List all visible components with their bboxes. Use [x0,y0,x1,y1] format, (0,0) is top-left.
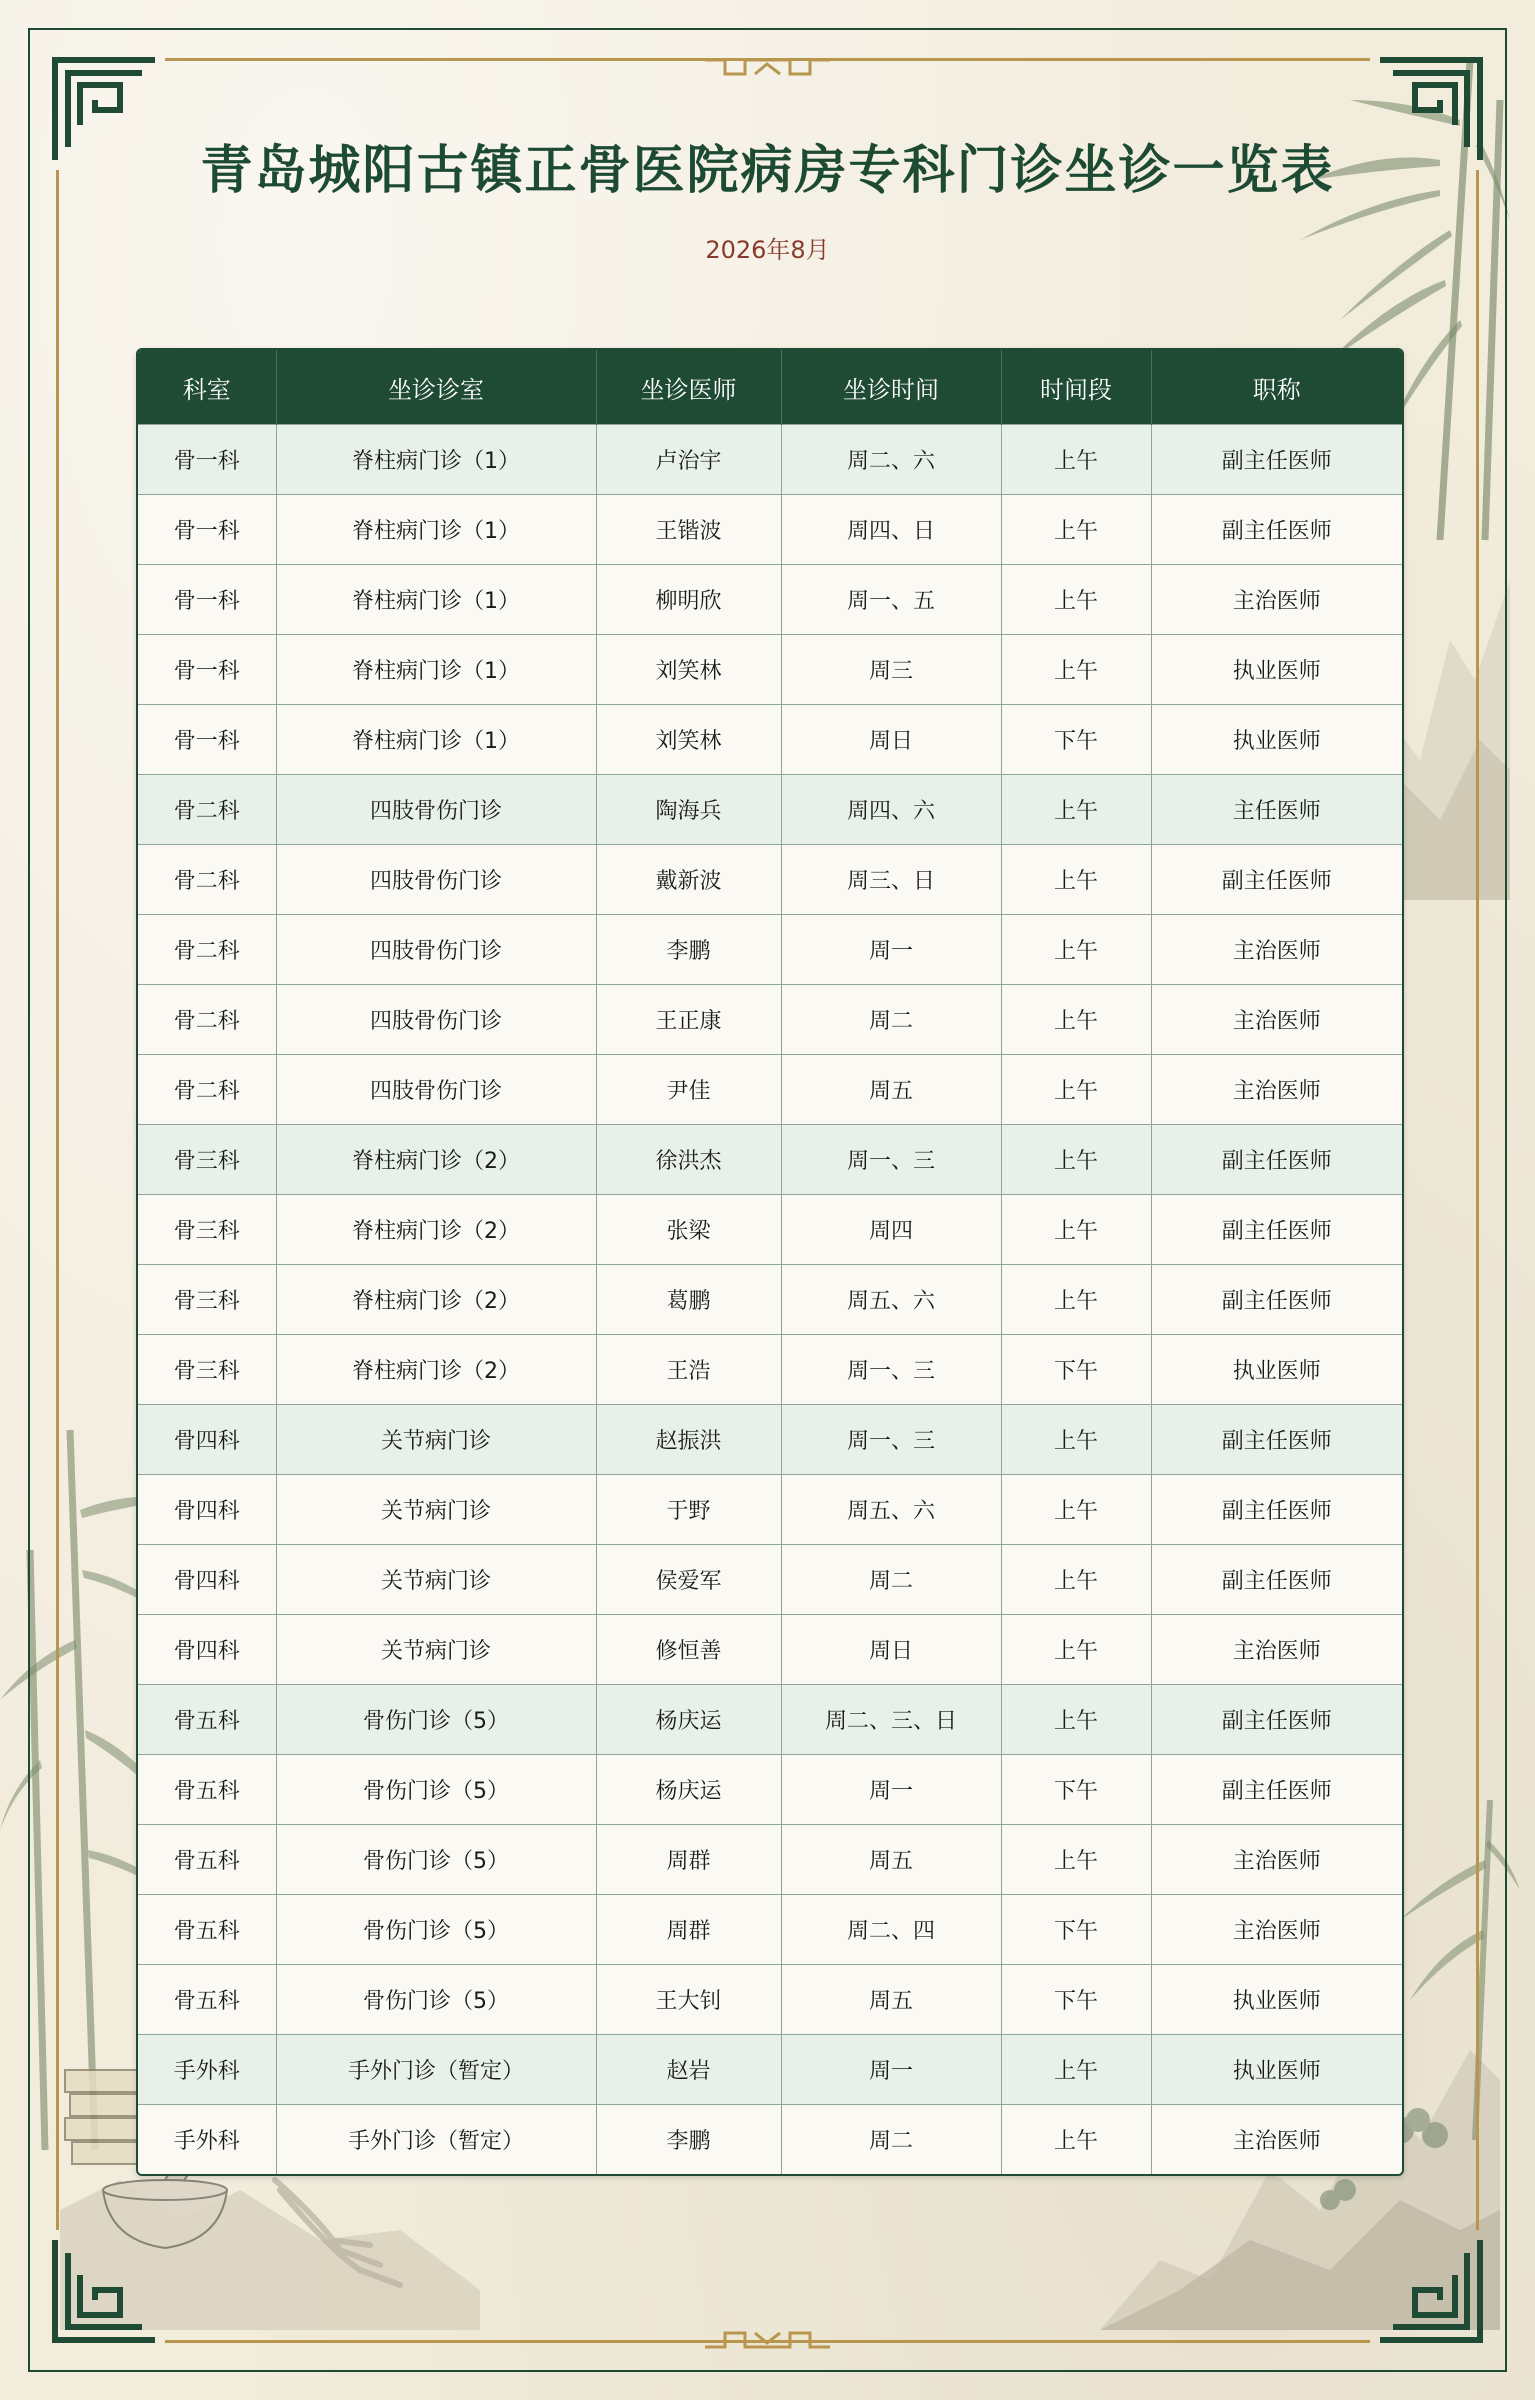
table-body [138,425,1402,2175]
doctor-cell: 杨庆运 [596,1685,781,1755]
column-header: 职称 [1151,350,1402,425]
table-row [138,1125,1402,1195]
table-row [138,705,1402,775]
title-cell: 主治医师 [1151,1055,1402,1125]
days-cell: 周一 [781,915,1001,985]
days-cell: 周三、日 [781,845,1001,915]
days-cell: 周日 [781,705,1001,775]
table-row [138,985,1402,1055]
room-cell: 手外门诊（暂定） [276,2035,596,2105]
page-subtitle: 2026年8月 [705,236,830,264]
room-cell: 骨伤门诊（5） [276,1825,596,1895]
dept-cell: 骨一科 [138,495,276,565]
room-cell: 骨伤门诊（5） [276,1965,596,2035]
room-cell: 骨伤门诊（5） [276,1895,596,1965]
period-cell: 上午 [1001,495,1151,565]
room-cell: 四肢骨伤门诊 [276,1055,596,1125]
dept-cell: 骨四科 [138,1475,276,1545]
period-cell: 上午 [1001,565,1151,635]
dept-cell: 骨二科 [138,845,276,915]
dept-cell: 骨五科 [138,1755,276,1825]
doctor-cell: 赵岩 [596,2035,781,2105]
days-cell: 周二 [781,1545,1001,1615]
table-row [138,495,1402,565]
doctor-cell: 尹佳 [596,1055,781,1125]
table-header-row [138,350,1402,425]
table-row [138,1825,1402,1895]
schedule-table [136,348,1404,2176]
room-cell: 脊柱病门诊（1） [276,565,596,635]
period-cell: 下午 [1001,1755,1151,1825]
room-cell: 骨伤门诊（5） [276,1755,596,1825]
dept-cell: 骨二科 [138,985,276,1055]
title-cell: 主治医师 [1151,565,1402,635]
column-header: 时间段 [1001,350,1151,425]
period-cell: 上午 [1001,1475,1151,1545]
table-row [138,1405,1402,1475]
table-row [138,1685,1402,1755]
days-cell: 周一 [781,2035,1001,2105]
period-cell: 上午 [1001,2105,1151,2175]
dept-cell: 骨四科 [138,1405,276,1475]
period-cell: 上午 [1001,1195,1151,1265]
days-cell: 周四 [781,1195,1001,1265]
days-cell: 周五、六 [781,1265,1001,1335]
period-cell: 上午 [1001,1055,1151,1125]
room-cell: 脊柱病门诊（2） [276,1125,596,1195]
days-cell: 周一、五 [781,565,1001,635]
period-cell: 下午 [1001,1965,1151,2035]
room-cell: 脊柱病门诊（1） [276,635,596,705]
days-cell: 周一、三 [781,1405,1001,1475]
dept-cell: 骨二科 [138,775,276,845]
doctor-cell: 卢治宇 [596,425,781,495]
period-cell: 上午 [1001,845,1151,915]
column-header: 坐诊医师 [596,350,781,425]
dept-cell: 骨五科 [138,1895,276,1965]
doctor-cell: 王浩 [596,1335,781,1405]
doctor-cell: 赵振洪 [596,1405,781,1475]
table-row [138,425,1402,495]
title-cell: 执业医师 [1151,1335,1402,1405]
title-cell: 执业医师 [1151,705,1402,775]
period-cell: 上午 [1001,1545,1151,1615]
doctor-cell: 葛鹏 [596,1265,781,1335]
doctor-cell: 徐洪杰 [596,1125,781,1195]
title-cell: 主治医师 [1151,1825,1402,1895]
table-row [138,1895,1402,1965]
dept-cell: 骨四科 [138,1545,276,1615]
gold-border [56,170,59,2230]
dept-cell: 骨五科 [138,1825,276,1895]
dept-cell: 骨三科 [138,1335,276,1405]
room-cell: 脊柱病门诊（1） [276,425,596,495]
table-row [138,1965,1402,2035]
dept-cell: 骨一科 [138,705,276,775]
table-row [138,1545,1402,1615]
days-cell: 周一、三 [781,1335,1001,1405]
doctor-cell: 王锴波 [596,495,781,565]
dept-cell: 骨二科 [138,1055,276,1125]
doctor-cell: 戴新波 [596,845,781,915]
title-cell: 副主任医师 [1151,495,1402,565]
period-cell: 下午 [1001,1335,1151,1405]
title-cell: 执业医师 [1151,1965,1402,2035]
period-cell: 上午 [1001,1685,1151,1755]
room-cell: 脊柱病门诊（1） [276,495,596,565]
period-cell: 上午 [1001,1825,1151,1895]
period-cell: 上午 [1001,2035,1151,2105]
days-cell: 周五 [781,1055,1001,1125]
table-row [138,635,1402,705]
doctor-cell: 张梁 [596,1195,781,1265]
room-cell: 关节病门诊 [276,1475,596,1545]
doctor-cell: 李鹏 [596,2105,781,2175]
period-cell: 下午 [1001,705,1151,775]
table-row [138,1265,1402,1335]
dept-cell: 骨三科 [138,1125,276,1195]
dept-cell: 骨一科 [138,425,276,495]
dept-cell: 骨三科 [138,1265,276,1335]
dept-cell: 骨三科 [138,1195,276,1265]
doctor-cell: 周群 [596,1825,781,1895]
days-cell: 周日 [781,1615,1001,1685]
title-cell: 副主任医师 [1151,1755,1402,1825]
column-header: 坐诊诊室 [276,350,596,425]
days-cell: 周五、六 [781,1475,1001,1545]
period-cell: 上午 [1001,635,1151,705]
room-cell: 骨伤门诊（5） [276,1685,596,1755]
doctor-cell: 侯爱军 [596,1545,781,1615]
column-header: 坐诊时间 [781,350,1001,425]
column-header: 科室 [138,350,276,425]
doctor-cell: 修恒善 [596,1615,781,1685]
days-cell: 周二、六 [781,425,1001,495]
table-row [138,775,1402,845]
title-cell: 主治医师 [1151,985,1402,1055]
table-row [138,2035,1402,2105]
doctor-cell: 王正康 [596,985,781,1055]
title-cell: 副主任医师 [1151,1545,1402,1615]
room-cell: 脊柱病门诊（1） [276,705,596,775]
ornament-icon [705,2325,830,2355]
dept-cell: 骨四科 [138,1615,276,1685]
dept-cell: 骨一科 [138,565,276,635]
fret-corner-icon [1375,2235,1485,2345]
title-cell: 执业医师 [1151,635,1402,705]
period-cell: 上午 [1001,915,1151,985]
title-cell: 副主任医师 [1151,1685,1402,1755]
room-cell: 关节病门诊 [276,1615,596,1685]
days-cell: 周二 [781,2105,1001,2175]
title-cell: 副主任医师 [1151,425,1402,495]
doctor-cell: 柳明欣 [596,565,781,635]
period-cell: 下午 [1001,1895,1151,1965]
table-row [138,845,1402,915]
dept-cell: 骨五科 [138,1685,276,1755]
title-cell: 副主任医师 [1151,1125,1402,1195]
table-row [138,1335,1402,1405]
dept-cell: 手外科 [138,2105,276,2175]
table-row [138,565,1402,635]
period-cell: 上午 [1001,1405,1151,1475]
days-cell: 周五 [781,1825,1001,1895]
days-cell: 周三 [781,635,1001,705]
doctor-cell: 刘笑林 [596,705,781,775]
doctor-cell: 王大钊 [596,1965,781,2035]
title-cell: 主治医师 [1151,915,1402,985]
room-cell: 脊柱病门诊（2） [276,1195,596,1265]
table-row [138,1615,1402,1685]
room-cell: 关节病门诊 [276,1545,596,1615]
title-cell: 副主任医师 [1151,1195,1402,1265]
days-cell: 周一 [781,1755,1001,1825]
table-row [138,2105,1402,2175]
title-cell: 主任医师 [1151,775,1402,845]
title-cell: 副主任医师 [1151,1405,1402,1475]
days-cell: 周四、日 [781,495,1001,565]
period-cell: 上午 [1001,1265,1151,1335]
table-row [138,1055,1402,1125]
days-cell: 周一、三 [781,1125,1001,1195]
fret-corner-icon [50,2235,160,2345]
title-cell: 主治医师 [1151,1895,1402,1965]
gold-border [1476,170,1479,2230]
days-cell: 周四、六 [781,775,1001,845]
days-cell: 周二、四 [781,1895,1001,1965]
title-cell: 副主任医师 [1151,845,1402,915]
period-cell: 上午 [1001,775,1151,845]
period-cell: 上午 [1001,1125,1151,1195]
doctor-cell: 周群 [596,1895,781,1965]
room-cell: 四肢骨伤门诊 [276,775,596,845]
room-cell: 四肢骨伤门诊 [276,845,596,915]
title-cell: 副主任医师 [1151,1475,1402,1545]
table-row [138,915,1402,985]
room-cell: 四肢骨伤门诊 [276,985,596,1055]
days-cell: 周二 [781,985,1001,1055]
table-row [138,1195,1402,1265]
period-cell: 上午 [1001,425,1151,495]
doctor-cell: 刘笑林 [596,635,781,705]
page-title: 青岛城阳古镇正骨医院病房专科门诊坐诊一览表 [200,140,1335,201]
room-cell: 手外门诊（暂定） [276,2105,596,2175]
room-cell: 脊柱病门诊（2） [276,1265,596,1335]
dept-cell: 骨一科 [138,635,276,705]
doctor-cell: 杨庆运 [596,1755,781,1825]
title-cell: 主治医师 [1151,1615,1402,1685]
doctor-cell: 于野 [596,1475,781,1545]
doctor-cell: 李鹏 [596,915,781,985]
doctor-cell: 陶海兵 [596,775,781,845]
dept-cell: 骨二科 [138,915,276,985]
title-cell: 主治医师 [1151,2105,1402,2175]
room-cell: 关节病门诊 [276,1405,596,1475]
table-row [138,1755,1402,1825]
ornament-icon [705,52,830,82]
period-cell: 上午 [1001,1615,1151,1685]
table-row [138,1475,1402,1545]
days-cell: 周二、三、日 [781,1685,1001,1755]
title-cell: 副主任医师 [1151,1265,1402,1335]
room-cell: 四肢骨伤门诊 [276,915,596,985]
room-cell: 脊柱病门诊（2） [276,1335,596,1405]
days-cell: 周五 [781,1965,1001,2035]
period-cell: 上午 [1001,985,1151,1055]
title-cell: 执业医师 [1151,2035,1402,2105]
dept-cell: 骨五科 [138,1965,276,2035]
dept-cell: 手外科 [138,2035,276,2105]
